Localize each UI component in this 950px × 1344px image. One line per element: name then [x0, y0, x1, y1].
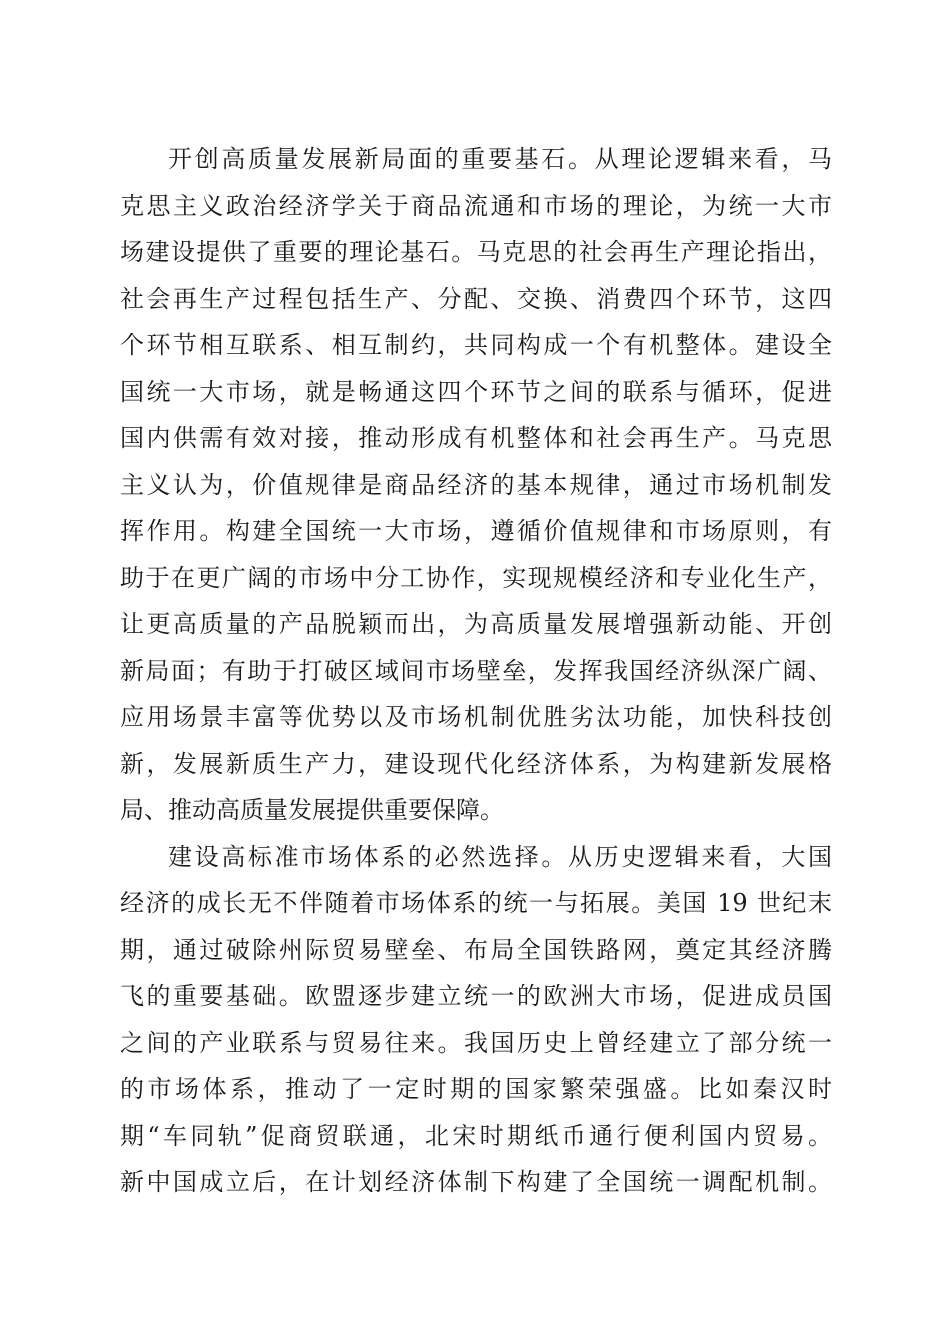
paragraph-1-line: 让更高质量的产品脱颖而出，为高质量发展增强新动能、开创: [120, 610, 832, 638]
paragraph-1-line: 主义认为，价值规律是商品经济的基本规律，通过市场机制发: [120, 470, 832, 499]
paragraph-1-line: 新，发展新质生产力，建设现代化经济体系，为构建新发展格: [120, 749, 832, 778]
body-text: [120, 136, 832, 1206]
paragraph-2-line: 经济的成长无不伴随着市场体系的统一与拓展。美国 19 世纪末: [120, 889, 832, 917]
paragraph-1-line: 个环节相互联系、相互制约，共同构成一个有机整体。建设全: [120, 331, 832, 359]
paragraph-1-line: 场建设提供了重要的理论基石。马克思的社会再生产理论指出，: [120, 238, 832, 266]
paragraph-1-line: 挥作用。构建全国统一大市场，遵循价值规律和市场原则，有: [120, 517, 832, 545]
paragraph-1-line: 国统一大市场，就是畅通这四个环节之间的联系与循环，促进: [120, 377, 832, 406]
paragraph-1-line: 新局面；有助于打破区域间市场壁垒，发挥我国经济纵深广阔、: [120, 656, 832, 685]
paragraph-1-line: 克思主义政治经济学关于商品流通和市场的理论，为统一大市: [120, 191, 832, 220]
paragraph-1-line: 社会再生产过程包括生产、分配、交换、消费四个环节，这四: [120, 284, 832, 313]
paragraph-1-line: 助于在更广阔的市场中分工协作，实现规模经济和专业化生产，: [120, 563, 832, 592]
paragraph-2-line: 期“车同轨”促商贸联通，北宋时期纸币通行便利国内贸易。: [120, 1121, 832, 1150]
paragraph-1-line: 局、推动高质量发展提供重要保障。: [120, 796, 504, 824]
paragraph-2-line: 之间的产业联系与贸易往来。我国历史上曾经建立了部分统一: [120, 1028, 832, 1057]
paragraph-1-line: 国内供需有效对接，推动形成有机整体和社会再生产。马克思: [120, 424, 832, 452]
paragraph-1-line: 开创高质量发展新局面的重要基石。从理论逻辑来看，马: [168, 145, 832, 173]
paragraph-2-line: 期，通过破除州际贸易壁垒、布局全国铁路网，奠定其经济腾: [120, 935, 832, 964]
paragraph-2-line: 建设高标准市场体系的必然选择。从历史逻辑来看，大国: [168, 842, 832, 871]
paragraph-2-line: 飞的重要基础。欧盟逐步建立统一的欧洲大市场，促进成员国: [120, 982, 832, 1010]
paragraph-2-line: 新中国成立后，在计划经济体制下构建了全国统一调配机制。: [120, 1168, 832, 1196]
paragraph-2-line: 的市场体系，推动了一定时期的国家繁荣强盛。比如秦汉时: [120, 1075, 832, 1103]
paragraph-1-line: 应用场景丰富等优势以及市场机制优胜劣汰功能，加快科技创: [120, 703, 832, 731]
